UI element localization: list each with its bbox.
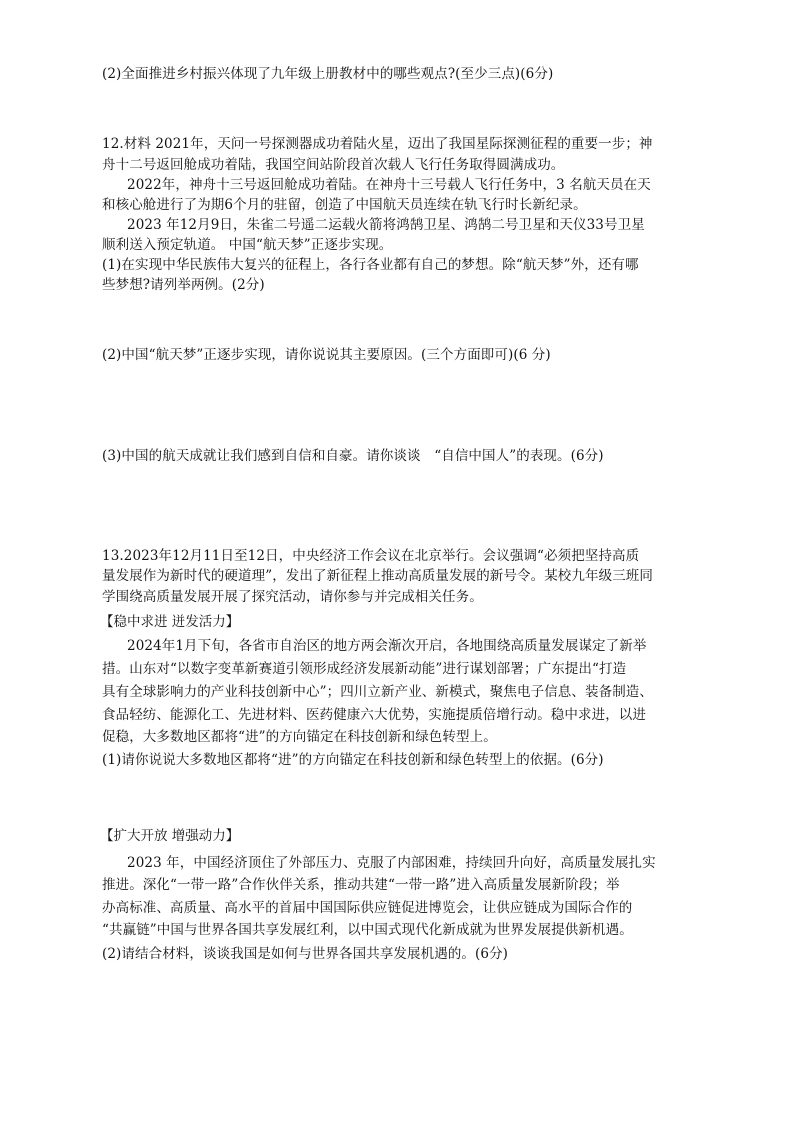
q13-s1-line-4: 食品轻纺、能源化工、先进材料、医药健康六大优势，实施提质倍增行动。稳中求进，以进 — [102, 707, 646, 723]
q12-sub-question-1: (1)在实现中华民族伟大复兴的征程上，各行各业都有自己的梦想。除“航天梦”外，还有哪 — [102, 257, 639, 273]
q13-s2-line-3: 办高标准、高质量、高水平的首届中国国际供应链促进博览会，让供应链成为国际合作的 — [102, 900, 633, 916]
q12-line-4: 和核心舱进行了为期6个月的驻留，创造了中国航天员连续在轨飞行时长新纪录。 — [102, 197, 587, 213]
q12-sub-question-3: (3)中国的航天成就让我们感到自信和自豪。请你谈谈 “自信中国人”的表现。(6分) — [102, 448, 604, 464]
q13-s2-line-2: 推进。深化“一带一路”合作伙伴关系，推动共建“一带一路”进入高质量发展新阶段；举 — [102, 877, 620, 893]
q13-sub-question-1: (1)请你说说大多数地区都将“进”的方向锚定在科技创新和绿色转型上的依据。(6分) — [102, 752, 604, 768]
q12-line-2: 舟十二号返回舱成功着陆，我国空间站阶段首次载人飞行任务取得圆满成功。 — [102, 157, 565, 173]
q12-sub-question-2: (2)中国“航天梦”正逐步实现，请你说说其主要原因。(三个方面即可)(6 分) — [102, 347, 551, 363]
q12-line-6: 顺利送入预定轨道。 中国“航天梦”正逐步实现。 — [102, 237, 393, 253]
q13-s2-line-1: 2023 年，中国经济顶住了外部压力、克服了内部困难，持续回升向好，高质量发展扎实 — [127, 855, 656, 871]
q13-s1-line-5: 促稳，大多数地区都将“进”的方向锚定在科技创新和绿色转型上。 — [102, 729, 497, 745]
q13-section-1-title: 【稳中求进 迸发活力】 — [100, 614, 240, 630]
q13-intro-line-2: 量发展作为新时代的硬道理”，发出了新征程上推动高质量发展的新号令。某校九年级三班同 — [102, 568, 653, 584]
q13-intro-line-3: 学围绕高质量发展开展了探究活动，请你参与并完成相关任务。 — [102, 589, 483, 605]
q13-intro-line-1: 13.2023年12月11日至12日，中央经济工作会议在北京举行。会议强调“必须把坚持高质 — [102, 548, 640, 564]
q11-sub-question-2: (2)全面推进乡村振兴体现了九年级上册教材中的哪些观点?(至少三点)(6分) — [102, 66, 554, 82]
q12-line-5: 2023 年12月9日，朱雀二号遥二运载火箭将鸿鹄卫星、鸿鹄二号卫星和天仪33号卫星 — [127, 217, 645, 233]
q13-section-2-title: 【扩大开放 增强动力】 — [100, 828, 240, 844]
q13-s1-line-2: 措。山东对“以数字变革新赛道引领形成经济发展新动能”进行谋划部署；广东提出“打造 — [102, 661, 627, 677]
q13-s2-line-4: “共赢链”中国与世界各国共享发展红利，以中国式现代化新成就为世界发展提供新机遇。 — [102, 922, 633, 938]
q12-line-1: 12.材料 2021年，天问一号探测器成功着陆火星，迈出了我国星际探测征程的重要一步；神 — [102, 136, 653, 152]
q12-line-3: 2022年，神舟十三号返回舱成功着陆。在神舟十三号载人飞行任务中，3 名航天员在天 — [127, 177, 651, 193]
q13-s1-line-1: 2024年1月下旬，各省市自治区的地方两会渐次开启，各地围绕高质量发展谋定了新举 — [127, 638, 647, 654]
q12-sub-question-1-cont: 些梦想?请列举两例。(2分) — [102, 277, 265, 293]
q13-sub-question-2: (2)请结合材料，谈谈我国是如何与世界各国共享发展机遇的。(6分) — [102, 946, 509, 962]
q13-s1-line-3: 具有全球影响力的产业科技创新中心”；四川立新产业、新模式，聚焦电子信息、装备制造、 — [102, 684, 653, 700]
